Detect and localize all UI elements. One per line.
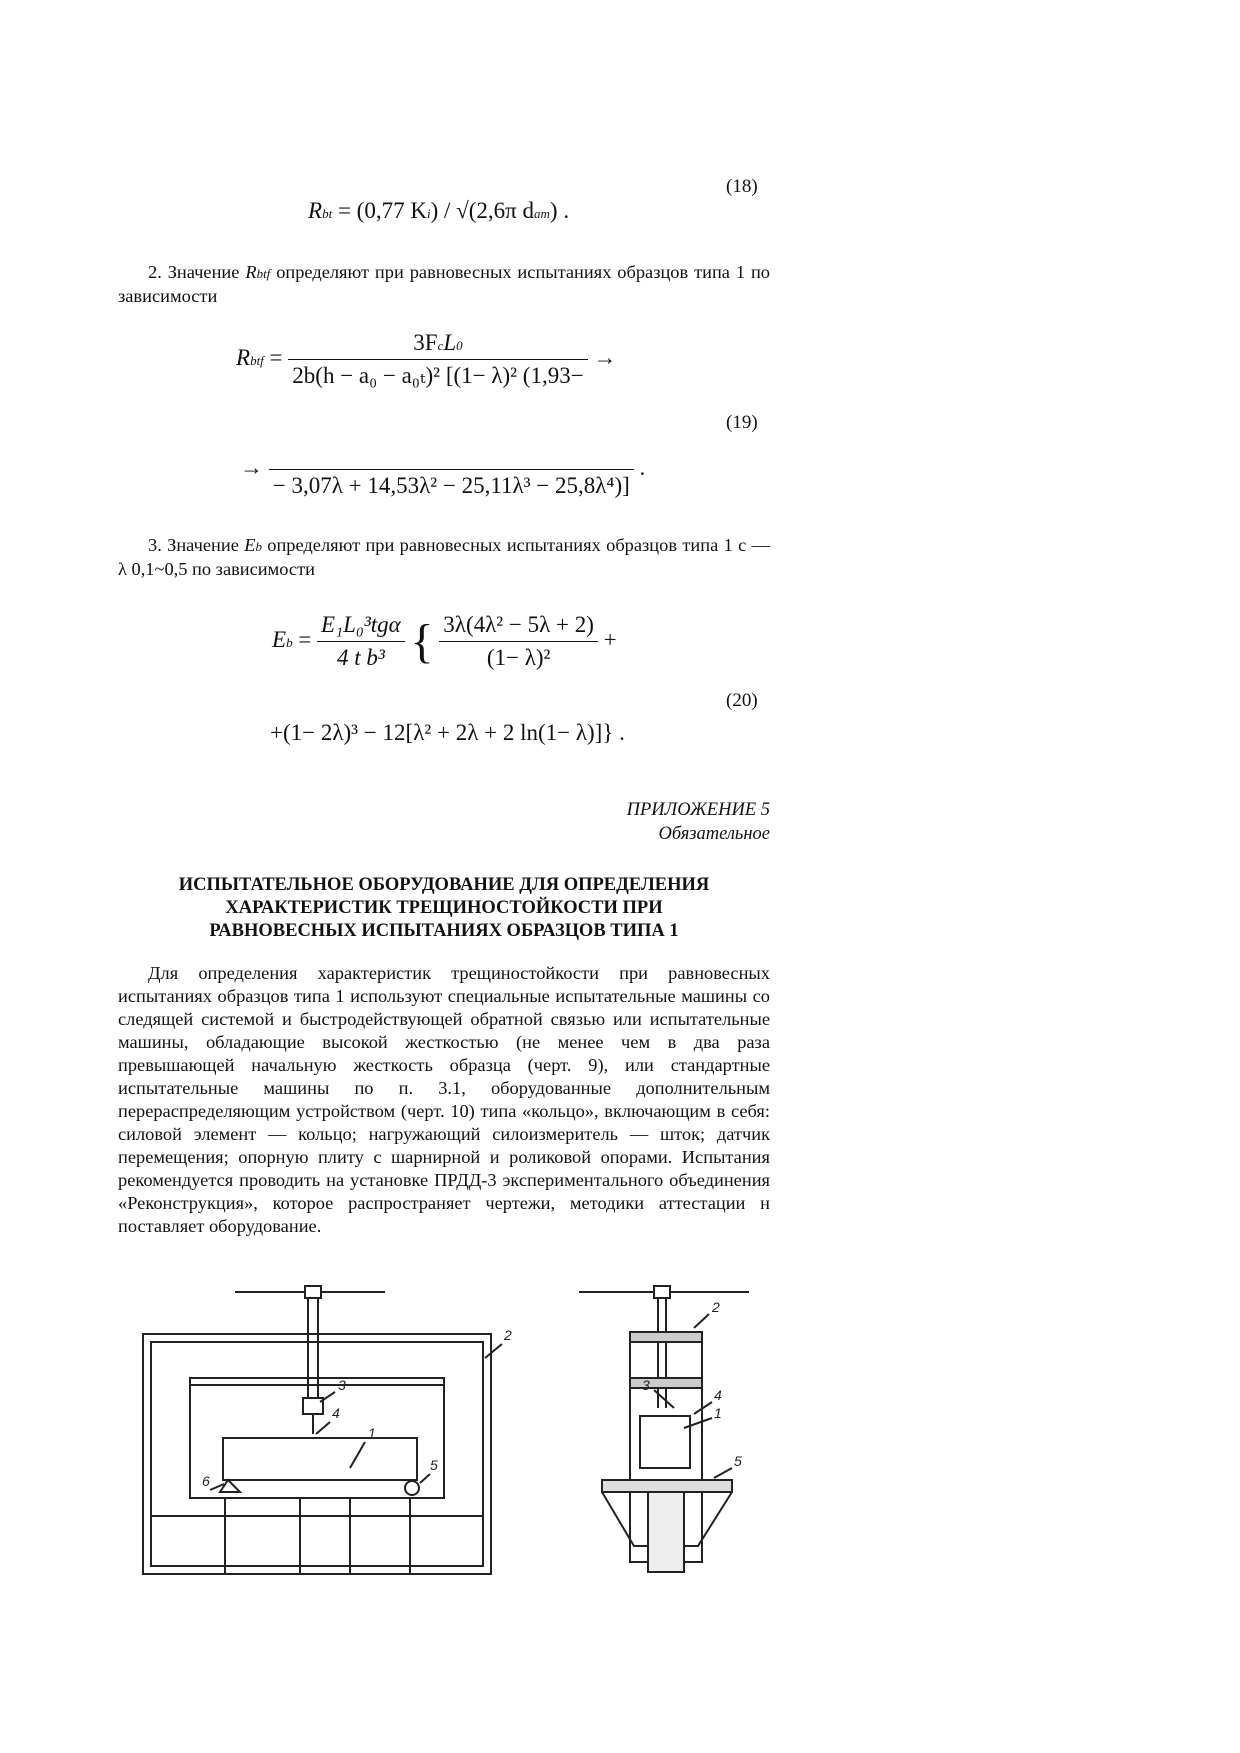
formula-19-arrow: → [593,344,617,370]
formula-20-plus: + [603,626,617,652]
formula-20-frac1-num: E₁L₀³tgα [317,612,405,642]
fig-right-label: 4 [714,1387,722,1403]
fig-right-label: 2 [712,1299,720,1315]
formula-19-line2-arrow: → [240,454,263,480]
heading-line-3: РАВНОВЕСНЫХ ИСПЫТАНИЯХ ОБРАЗЦОВ ТИПА 1 [209,921,679,941]
formula-19-num-b-sub: 0 [456,338,463,353]
formula-19-fraction [288,330,587,389]
formula-19-num-a: 3F [413,330,438,355]
formula-19-denominator: 2b(h − a₀ − a₀ₜ)² [(1− λ)² (1,93− [292,363,584,388]
specimen [223,1438,417,1480]
handle-hub [305,1286,321,1298]
fig-left-label: 5 [430,1457,438,1473]
paragraph-3 [118,534,770,581]
formula-19-num-a-sub: c [437,338,444,353]
formula-20-line1 [272,612,617,671]
roller-support [405,1481,419,1495]
formula-19-line2-numerator [269,440,634,470]
formula-20-frac2-num: 3λ(4λ² − 5λ + 2) [439,612,598,642]
heading-line-2: ХАРАКТЕРИСТИК ТРЕЩИНОСТОЙКОСТИ ПРИ [225,898,663,918]
formula-19-lhs-sub: btf [250,352,264,368]
fig-right-label: 5 [734,1453,742,1469]
specimen [640,1416,690,1468]
formula-19-line2 [240,440,645,499]
formula-18-expr-a-sub: i [426,206,431,221]
formula-18-lhs-sub: bt [322,206,333,221]
appendix-label [627,798,770,846]
paragraph-2 [118,261,770,308]
formula-18-expr-b-sub: am [534,206,550,221]
fig-left-label: 4 [332,1405,340,1421]
apparatus-drawing-side [574,1278,764,1578]
formula-20-frac2-den: (1− λ)² [486,645,551,670]
base-plate [602,1480,732,1492]
formula-20-eq: = [298,626,312,652]
formula-18-expr-b: ) / √(2,6π d [430,198,535,223]
formula-19-lhs: R [236,344,251,370]
paragraph-3-symbol: E [244,535,256,555]
appendix-subtitle: Обязательное [658,824,770,844]
paragraph-3-prefix: 3. Значение [148,535,245,555]
equation-number-19: (19) [726,412,758,433]
fig-left-label: 2 [504,1327,512,1343]
formula-19-eq: = [269,344,283,370]
formula-19-line2-end: . [639,454,646,480]
fig-left-label: 6 [202,1473,210,1489]
formula-19-numerator [288,330,587,360]
formula-20-lhs: E [272,626,287,652]
base-column [648,1492,684,1572]
formula-20-frac1-den: 4 t b³ [337,645,385,670]
fig-right-label: 3 [642,1377,650,1393]
paragraph-2-prefix: 2. Значение [148,262,246,282]
formula-19-line2-denominator: − 3,07λ + 14,53λ² − 25,11λ³ − 25,8λ⁴)] [272,473,630,498]
fig-right-label: 1 [714,1405,722,1421]
equation-number-20: (20) [726,690,758,711]
formula-20-line2: +(1− 2λ)³ − 12[λ² + 2λ + 2 ln(1− λ)]} . [270,720,625,745]
paragraph-2-suffix: определяют при равновесных испытаниях образцов типа 1 по зависимости [118,262,770,306]
formula-20-fraction-1 [317,612,405,671]
paragraph-3-symbol-sub: b [255,539,262,554]
equation-number-18: (18) [726,176,758,197]
load-cell [303,1398,323,1414]
fig-left-label: 1 [368,1425,376,1441]
formula-18-expr-a: = (0,77 K [337,198,427,223]
heading-line-1: ИСПЫТАТЕЛЬНОЕ ОБОРУДОВАНИЕ ДЛЯ ОПРЕДЕЛЕНИЯ [178,875,710,895]
formula-20-fraction-2 [439,612,598,671]
formula-19-line2-fraction [269,440,634,499]
apparatus-drawing-front [140,1278,510,1578]
formula-18-expr-c: ) . [549,198,570,223]
hinge-support [220,1480,240,1492]
formula-18-lhs: R [308,198,323,223]
formula-20-brace: { [410,615,434,668]
body-paragraph: Для определения характеристик трещиностойкости при равновесных испытаниях образцов типа 1 используют специальные испытательные машины со следящей системой и быстродействующей обратной связью или испытательные машины, обладающие высокой жесткостью (не менее чем в два раза превышающей начальную жесткость образца (черт. 9), или стандартные испытательные машины по п. 3.1, оборудованные дополнительным перераспределяющим устройством (черт. 10) типа «кольцо», включающим в себя: силовой элемент — кольцо; нагружающий силоизмеритель — шток; датчик перемещения; опорную плиту с шарнирной и роликовой опорами. Испытания рекомендуется проводить на установке ПРДД-3 экспериментального объединения «Реконструкция», которое распространяет чертежи, методики аттестации н поставляет оборудование. [118,963,770,1236]
appendix-title: ПРИЛОЖЕНИЕ 5 [626,800,770,820]
paragraph-3-suffix: определяют при равновесных испытаниях образцов типа 1 с — λ 0,1~0,5 по зависимости [118,535,770,579]
paragraph-2-symbol-sub: btf [256,266,271,281]
formula-20-lhs-sub: b [286,634,293,650]
fig-left-label: 3 [338,1377,346,1393]
handle-hub [654,1286,670,1298]
formula-19-num-b: L [443,330,457,355]
formula-19-line1 [236,330,656,389]
formula-18 [308,198,569,224]
section-heading [118,874,770,943]
paragraph-2-symbol: R [245,262,257,282]
